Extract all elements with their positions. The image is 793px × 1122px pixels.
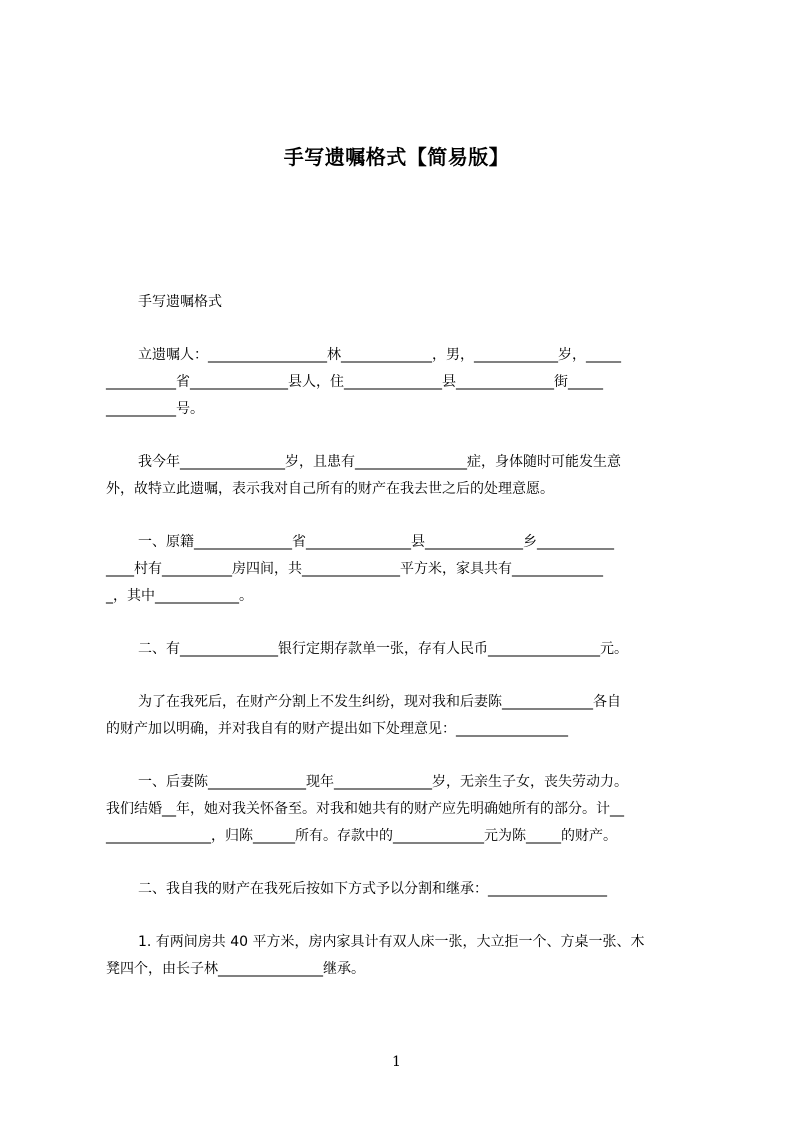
property-line-2: ____村有__________房四间，共______________平方米，家具共有_____________ bbox=[106, 561, 603, 577]
age-illness-line-1: 我今年_______________岁，且患有________________症，身体随时可能发生意 bbox=[138, 454, 621, 470]
wife-line-2: 我们结婚__年，她对我关怀备至。对我和她共有的财产应先明确她所有的部分。计__ bbox=[106, 801, 624, 817]
testator-line-2: __________省______________县人，住______________县______________街_____ bbox=[106, 374, 603, 390]
page-number: 1 bbox=[392, 1054, 401, 1070]
item-1-line-1: 1. 有两间房共 40 平方米，房内家具计有双人床一张，大立拒一个、方桌一张、木 bbox=[138, 934, 645, 950]
wife-line-3: _______________，归陈______所有。存款中的_____________元为陈_____的财产。 bbox=[106, 828, 617, 844]
intent-line-2: 的财产加以明确，并对我自有的财产提出如下处理意见：________________ bbox=[106, 721, 568, 737]
testator-line-1: 立遗嘱人：_________________林_____________，男，____________岁，_____ bbox=[138, 347, 621, 363]
document-title: 手写遗嘱格式【简易版】 bbox=[283, 145, 510, 169]
heading-line: 手写遗嘱格式 bbox=[138, 294, 222, 310]
property-line-3: _，其中____________。 bbox=[106, 588, 253, 604]
intent-line-1: 为了在我死后，在财产分割上不发生纠纷，现对我和后妻陈_____________各自 bbox=[138, 694, 621, 710]
testator-line-3: __________号。 bbox=[106, 401, 204, 417]
inheritance-line: 二、我自我的财产在我死后按如下方式予以分割和继承：_________________ bbox=[138, 881, 607, 897]
wife-line-1: 一、后妻陈______________现年______________岁，无亲生子女，丧失劳动力。 bbox=[138, 774, 628, 790]
age-illness-line-2: 外，故特立此遗嘱，表示我对自己所有的财产在我去世之后的处理意愿。 bbox=[106, 481, 554, 497]
item-1-line-2: 凳四个，由长子林_______________继承。 bbox=[106, 961, 365, 977]
property-line-1: 一、原籍______________省_______________县______________乡___________ bbox=[138, 534, 614, 550]
deposit-line: 二、有______________银行定期存款单一张，存有人民币________________元。 bbox=[138, 641, 628, 657]
